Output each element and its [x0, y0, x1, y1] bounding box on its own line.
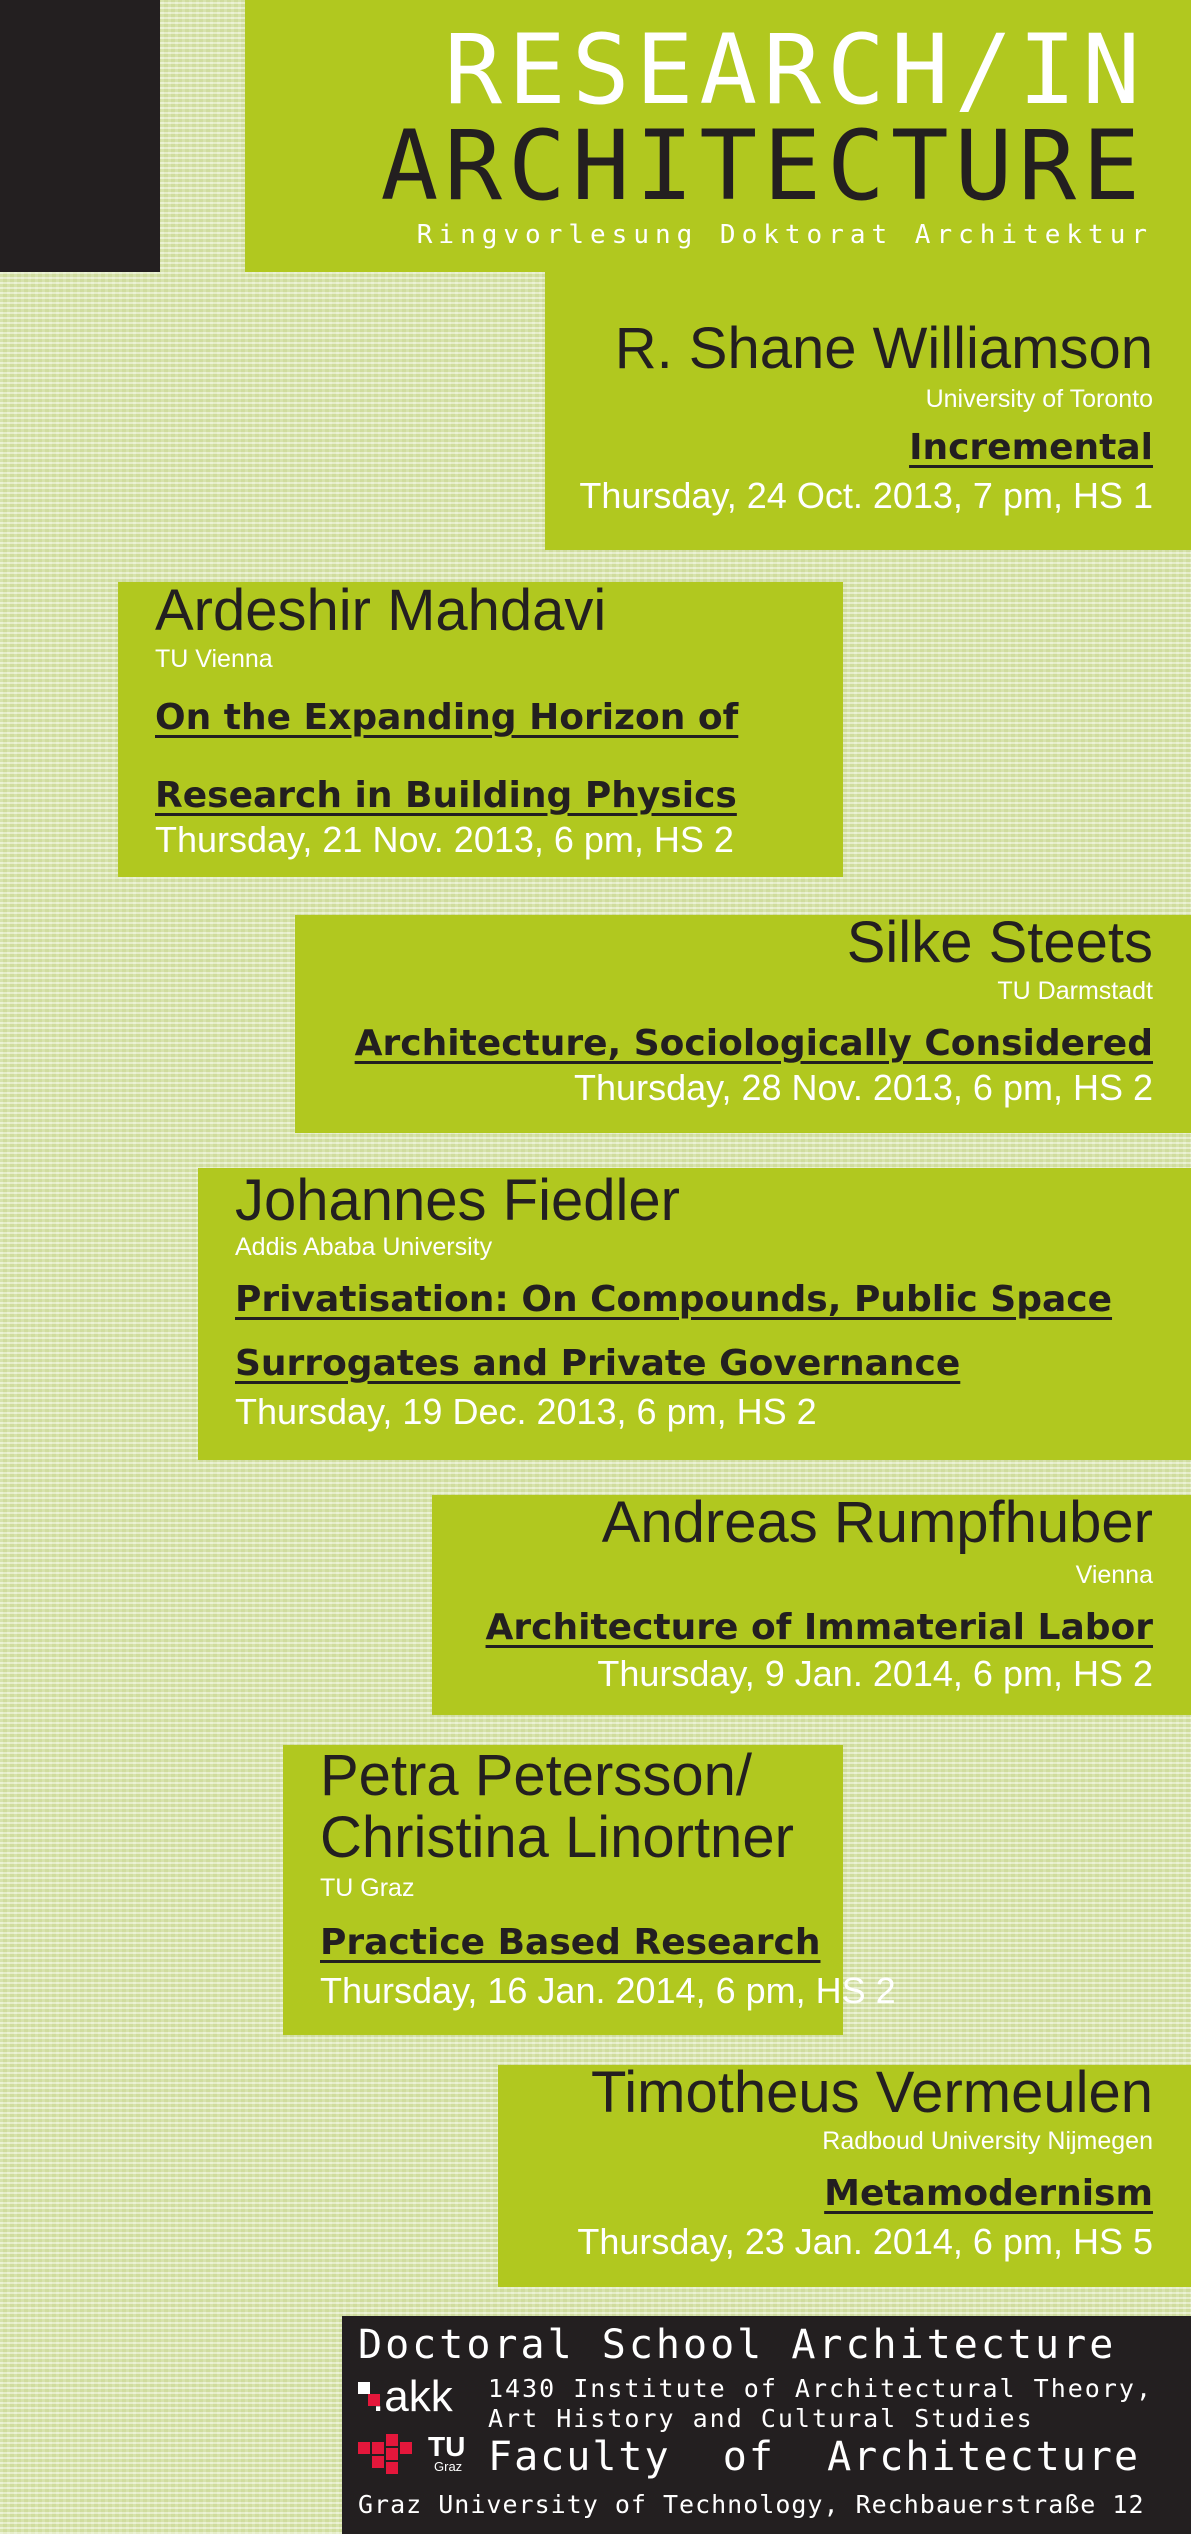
- institution: TU Vienna: [155, 645, 273, 673]
- institution: Radboud University Nijmegen: [822, 2127, 1153, 2155]
- institution: TU Graz: [320, 1874, 415, 1902]
- lecture-date: Thursday, 16 Jan. 2014, 6 pm, HS 2: [320, 1970, 896, 2011]
- lecture-4: [235, 1170, 1112, 1434]
- tu-logo-text: TU: [428, 2431, 466, 2462]
- talk-title: Metamodernism: [824, 2173, 1153, 2214]
- institution: TU Darmstadt: [997, 977, 1153, 1005]
- speaker-name-line-1: Petra Petersson/: [320, 1743, 752, 1808]
- institute-line-1: 1430 Institute of Architectural Theory,: [488, 2374, 1153, 2403]
- lecture-7: [577, 2062, 1153, 2264]
- institute-line-2: Art History and Cultural Studies: [488, 2404, 1034, 2433]
- akk-logo: [358, 2372, 478, 2421]
- title-line-2: ARCHITECTURE: [380, 110, 1146, 222]
- lecture-6: [320, 1745, 896, 2013]
- lecture-date: Thursday, 21 Nov. 2013, 6 pm, HS 2: [155, 819, 734, 860]
- talk-title-line-1: On the Expanding Horizon of: [155, 697, 739, 738]
- talk-title: Architecture of Immaterial Labor: [485, 1607, 1153, 1648]
- subtitle: Ringvorlesung Doktorat Architektur: [416, 220, 1153, 250]
- talk-title: Practice Based Research: [320, 1922, 821, 1963]
- lecture-date: Thursday, 9 Jan. 2014, 6 pm, HS 2: [597, 1653, 1153, 1694]
- speaker-name-line-2: Christina Linortner: [320, 1805, 794, 1870]
- tu-graz-logo: [358, 2432, 478, 2482]
- speaker-name: Johannes Fiedler: [235, 1168, 680, 1233]
- talk-title: Architecture, Sociologically Considered: [354, 1023, 1153, 1064]
- institution: Addis Ababa University: [235, 1233, 493, 1261]
- lecture-5: [486, 1492, 1153, 1696]
- speaker-name: R. Shane Williamson: [614, 316, 1153, 381]
- school-name: Doctoral School Architecture: [358, 2322, 1117, 2368]
- institution: Vienna: [1075, 1561, 1153, 1589]
- speaker-name: Timotheus Vermeulen: [590, 2060, 1153, 2125]
- akk-logo-squares: [358, 2382, 370, 2394]
- lecture-date: Thursday, 19 Dec. 2013, 6 pm, HS 2: [235, 1391, 817, 1432]
- talk-title-line-1: Privatisation: On Compounds, Public Space: [235, 1279, 1113, 1320]
- institution: University of Toronto: [925, 385, 1153, 413]
- title-line-1: RESEARCH/IN: [444, 14, 1146, 126]
- lecture-date: Thursday, 23 Jan. 2014, 6 pm, HS 5: [577, 2221, 1153, 2262]
- talk-title-line-2: Surrogates and Private Governance: [235, 1343, 961, 1384]
- talk-title-line-2: Research in Building Physics: [155, 775, 737, 816]
- lecture-3: [355, 912, 1153, 1110]
- lecture-2: [155, 580, 738, 862]
- talk-title: Incremental: [909, 427, 1153, 468]
- speaker-name: Silke Steets: [846, 910, 1153, 975]
- speaker-name: Ardeshir Mahdavi: [155, 578, 607, 643]
- faculty-name: Faculty of Architecture: [488, 2434, 1141, 2480]
- graz-logo-text: Graz: [434, 2459, 463, 2474]
- tu-graz-logo-squares: [358, 2434, 428, 2478]
- lecture-1: [579, 318, 1153, 518]
- akk-logo-text: .akk: [372, 2372, 453, 2421]
- lecture-date: Thursday, 24 Oct. 2013, 7 pm, HS 1: [579, 475, 1153, 516]
- header-black-block: [0, 0, 160, 272]
- lecture-date: Thursday, 28 Nov. 2013, 6 pm, HS 2: [574, 1067, 1153, 1108]
- university-address: Graz University of Technology, Rechbauerstraße 12: [358, 2490, 1145, 2519]
- speaker-name: Andreas Rumpfhuber: [601, 1490, 1153, 1555]
